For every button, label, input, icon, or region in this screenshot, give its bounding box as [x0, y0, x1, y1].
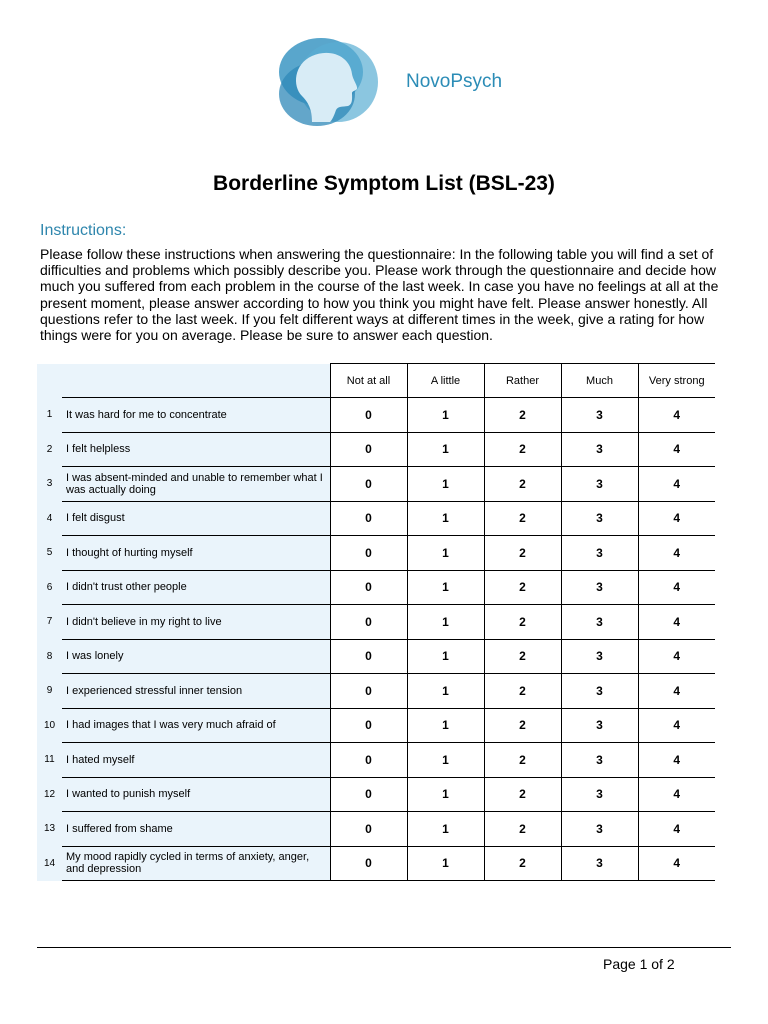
- questionnaire-table-body: [37, 364, 715, 881]
- score-option[interactable]: 1: [407, 743, 484, 778]
- score-option[interactable]: 0: [330, 846, 407, 881]
- item-number: 2: [37, 432, 62, 467]
- score-option[interactable]: 0: [330, 501, 407, 536]
- score-option[interactable]: 3: [561, 708, 638, 743]
- item-number: 11: [37, 743, 62, 778]
- score-option[interactable]: 1: [407, 570, 484, 605]
- score-option[interactable]: 4: [638, 812, 715, 847]
- item-text: I experienced stressful inner tension: [62, 674, 330, 709]
- table-row: [37, 708, 715, 743]
- score-option[interactable]: 4: [638, 639, 715, 674]
- score-option[interactable]: 4: [638, 605, 715, 640]
- item-text: I didn't trust other people: [62, 570, 330, 605]
- score-option[interactable]: 0: [330, 812, 407, 847]
- item-text: I hated myself: [62, 743, 330, 778]
- score-option[interactable]: 2: [484, 432, 561, 467]
- score-option[interactable]: 2: [484, 398, 561, 433]
- item-text: I thought of hurting myself: [62, 536, 330, 571]
- page-number: Page 1 of 2: [603, 956, 675, 972]
- score-option[interactable]: 3: [561, 467, 638, 502]
- item-text: I felt disgust: [62, 501, 330, 536]
- item-number: 5: [37, 536, 62, 571]
- score-option[interactable]: 1: [407, 501, 484, 536]
- score-option[interactable]: 2: [484, 639, 561, 674]
- score-option[interactable]: 4: [638, 708, 715, 743]
- table-row: [37, 432, 715, 467]
- table-row: [37, 536, 715, 571]
- score-option[interactable]: 0: [330, 536, 407, 571]
- score-option[interactable]: 3: [561, 501, 638, 536]
- score-option[interactable]: 2: [484, 467, 561, 502]
- table-row: [37, 743, 715, 778]
- table-row: [37, 570, 715, 605]
- score-option[interactable]: 1: [407, 605, 484, 640]
- score-option[interactable]: 2: [484, 777, 561, 812]
- table-row: [37, 777, 715, 812]
- score-option[interactable]: 3: [561, 777, 638, 812]
- table-row: [37, 639, 715, 674]
- questionnaire-table: [37, 363, 715, 881]
- score-option[interactable]: 4: [638, 432, 715, 467]
- score-option[interactable]: 0: [330, 467, 407, 502]
- column-header: Very strong: [638, 364, 715, 398]
- item-number: 9: [37, 674, 62, 709]
- score-option[interactable]: 4: [638, 674, 715, 709]
- score-option[interactable]: 4: [638, 777, 715, 812]
- item-number: 7: [37, 605, 62, 640]
- instructions-text: Please follow these instructions when answering the questionnaire: In the following table you will find a set of difficulties and problems which possibly describe you. Please work through the questionnaire and decide how much you suffered from each problem in the course of the last week. In case you have no feelings at all at the present moment, please answer according to how you think you might have felt. Please answer honestly. All questions refer to the last week. If you felt different ways at different times in the week, give a rating for how things were for you on average. Please be sure to answer each question.: [40, 246, 719, 344]
- score-option[interactable]: 1: [407, 812, 484, 847]
- table-row: [37, 398, 715, 433]
- score-option[interactable]: 4: [638, 846, 715, 881]
- score-option[interactable]: 3: [561, 570, 638, 605]
- item-number: 4: [37, 501, 62, 536]
- item-text: I felt helpless: [62, 432, 330, 467]
- table-row: [37, 846, 715, 881]
- item-text: My mood rapidly cycled in terms of anxiety, anger, and depression: [62, 846, 330, 881]
- score-option[interactable]: 2: [484, 536, 561, 571]
- score-option[interactable]: 4: [638, 743, 715, 778]
- table-row: [37, 501, 715, 536]
- score-option[interactable]: 4: [638, 536, 715, 571]
- column-header: Rather: [484, 364, 561, 398]
- header-number-cell: [37, 364, 62, 398]
- item-number: 14: [37, 846, 62, 881]
- column-header: Not at all: [330, 364, 407, 398]
- novopsych-logo: [272, 34, 384, 130]
- column-header: A little: [407, 364, 484, 398]
- score-option[interactable]: 0: [330, 570, 407, 605]
- score-option[interactable]: 0: [330, 432, 407, 467]
- score-option[interactable]: 2: [484, 812, 561, 847]
- score-option[interactable]: 2: [484, 743, 561, 778]
- score-option[interactable]: 4: [638, 398, 715, 433]
- score-option[interactable]: 1: [407, 432, 484, 467]
- table-header-row: [37, 364, 715, 398]
- score-option[interactable]: 1: [407, 708, 484, 743]
- score-option[interactable]: 2: [484, 674, 561, 709]
- score-option[interactable]: 1: [407, 467, 484, 502]
- score-option[interactable]: 2: [484, 501, 561, 536]
- score-option[interactable]: 2: [484, 570, 561, 605]
- score-option[interactable]: 4: [638, 467, 715, 502]
- score-option[interactable]: 0: [330, 605, 407, 640]
- score-option[interactable]: 2: [484, 846, 561, 881]
- score-option[interactable]: 4: [638, 570, 715, 605]
- score-option[interactable]: 0: [330, 743, 407, 778]
- score-option[interactable]: 2: [484, 605, 561, 640]
- score-option[interactable]: 3: [561, 674, 638, 709]
- item-text: I was lonely: [62, 639, 330, 674]
- table-row: [37, 812, 715, 847]
- score-option[interactable]: 1: [407, 398, 484, 433]
- score-option[interactable]: 1: [407, 639, 484, 674]
- item-text: I wanted to punish myself: [62, 777, 330, 812]
- score-option[interactable]: 3: [561, 398, 638, 433]
- score-option[interactable]: 3: [561, 605, 638, 640]
- item-number: 6: [37, 570, 62, 605]
- score-option[interactable]: 0: [330, 674, 407, 709]
- brand-name: NovoPsych: [406, 71, 503, 92]
- item-number: 12: [37, 777, 62, 812]
- score-option[interactable]: 3: [561, 812, 638, 847]
- score-option[interactable]: 0: [330, 708, 407, 743]
- score-option[interactable]: 3: [561, 846, 638, 881]
- item-number: 10: [37, 708, 62, 743]
- item-text: I had images that I was very much afraid of: [62, 708, 330, 743]
- score-option[interactable]: 2: [484, 708, 561, 743]
- column-header: Much: [561, 364, 638, 398]
- score-option[interactable]: 1: [407, 536, 484, 571]
- item-number: 13: [37, 812, 62, 847]
- header-question-cell: [62, 364, 330, 398]
- item-number: 8: [37, 639, 62, 674]
- item-text: I didn't believe in my right to live: [62, 605, 330, 640]
- item-number: 3: [37, 467, 62, 502]
- item-text: I suffered from shame: [62, 812, 330, 847]
- item-number: 1: [37, 398, 62, 433]
- footer-divider: [37, 947, 731, 948]
- score-option[interactable]: 3: [561, 639, 638, 674]
- score-option[interactable]: 0: [330, 398, 407, 433]
- table-row: [37, 674, 715, 709]
- score-option[interactable]: 0: [330, 777, 407, 812]
- instructions-heading: Instructions:: [40, 222, 127, 239]
- head-profile-circles-logo-icon: [272, 34, 384, 130]
- page-title: Borderline Symptom List (BSL-23): [213, 172, 555, 195]
- score-option[interactable]: 3: [561, 536, 638, 571]
- score-option[interactable]: 1: [407, 846, 484, 881]
- item-text: It was hard for me to concentrate: [62, 398, 330, 433]
- score-option[interactable]: 4: [638, 501, 715, 536]
- item-text: I was absent-minded and unable to remember what I was actually doing: [62, 467, 330, 502]
- score-option[interactable]: 1: [407, 777, 484, 812]
- table-row: [37, 605, 715, 640]
- score-option[interactable]: 1: [407, 674, 484, 709]
- score-option[interactable]: 0: [330, 639, 407, 674]
- score-option[interactable]: 3: [561, 743, 638, 778]
- table-row: [37, 467, 715, 502]
- score-option[interactable]: 3: [561, 432, 638, 467]
